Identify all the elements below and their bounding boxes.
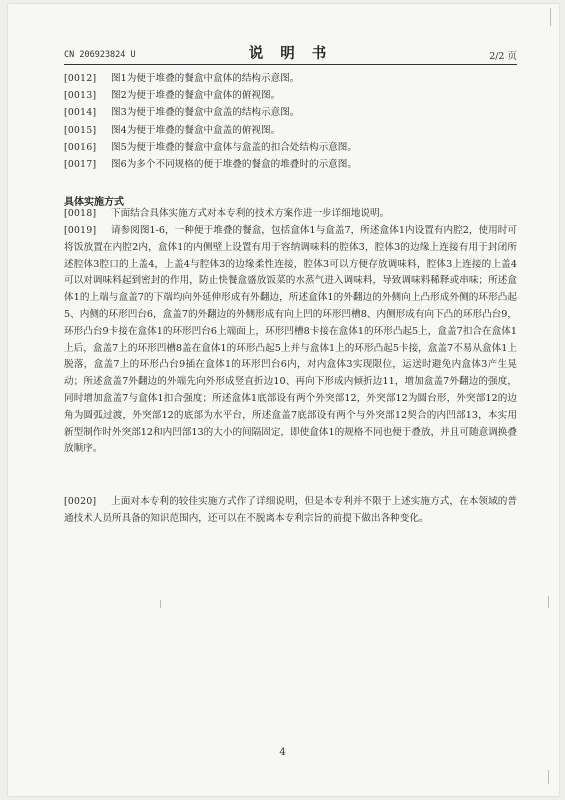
figure-description-item [64, 70, 517, 87]
page-header [64, 42, 517, 62]
publication-number: CN 206923824 U [64, 50, 136, 60]
paragraph-number: [0017] [64, 158, 97, 170]
header-rule [64, 64, 517, 65]
figure-description-text: 图3为便于堆叠的餐盒中盒盖的结构示意图。 [111, 107, 300, 119]
scan-mark [550, 8, 551, 26]
paragraph-text: 上面对本专利的较佳实施方式作了详细说明，但是本专利并不限于上述实施方式，在本领域的普通技术人员所具备的知识范围内，还可以在不脱离本专利宗旨的前提下做出各种变化。 [64, 496, 517, 524]
paragraph-number: [0013] [64, 90, 97, 102]
body-paragraph [64, 206, 517, 223]
paragraph-number: [0016] [64, 141, 97, 153]
scan-mark [160, 600, 161, 608]
figure-descriptions [64, 70, 517, 173]
figure-description-text: 图5为便于堆叠的餐盒中盒体与盒盖的扣合处结构示意图。 [111, 141, 357, 153]
figure-description-item [64, 139, 517, 156]
paragraph-number: [0014] [64, 107, 97, 119]
paragraph-number: [0019] [64, 225, 97, 236]
figure-description-text: 图1为便于堆叠的餐盒中盒体的结构示意图。 [111, 73, 300, 84]
paragraph-number: [0012] [64, 73, 97, 84]
paragraph-number: [0015] [64, 124, 97, 136]
figure-description-text: 图6为多个不同规格的便于堆叠的餐盒的堆叠时的示意图。 [111, 158, 357, 170]
figure-description-text: 图4为便于堆叠的餐盒中盒盖的俯视图。 [111, 124, 281, 136]
page-counter: 2/2 页 [489, 51, 517, 62]
section-heading: 具体实施方式 [64, 197, 124, 208]
document-title: 说 明 书 [248, 45, 333, 62]
scan-mark [548, 596, 549, 608]
body-paragraph [64, 494, 517, 528]
figure-description-item [64, 87, 517, 104]
page-number: 4 [279, 747, 286, 758]
paragraph-text: 下面结合具体实施方式对本专利的技术方案作进一步详细地说明。 [111, 208, 390, 219]
figure-description-item [64, 104, 517, 121]
figure-description-text: 图2为便于堆叠的餐盒中盒体的俯视图。 [111, 90, 281, 102]
scan-mark [548, 770, 549, 784]
paragraph-text: 请参阅图1-6，一种便于堆叠的餐盒，包括盒体1与盒盖7，所述盒体1内设置有内腔2，使用时可将饭放置在内腔2内，盒体1的内侧壁上设置有用于容纳调味料的腔体3，腔体3的边缘上连接有用于封闭所述腔体3腔口的上盖4，上盖4与腔体3的边缘柔性连接，腔体3可以方便存放调味料，腔体3上连接的上盖4可以对调味料起到密封的作用，防止快餐盒盛放饭菜的水蒸气进入调味料，导致调味料稀释或串味；所述盒体1的上端与盒盖7的下端均向外延伸形成有外翻边，所述盒体1的外翻边的外侧向上凸形成外侧的环形凸起5、内侧的环形凹台6，盒盖7的外翻边的外侧形成有向上凹的环形凹槽8、内侧形成有向下凸的环形凸台9，环形凸台9卡接在盒体1的环形凹台6上端面上，环形凹槽8卡接在盒体1的环形凸起5上，盒盖7扣合在盒体1上后，盒盖7上的环形凹槽8盖在盒体1的环形凸起5上并与盒体1上的环形凸起5卡接，盒盖7不易从盒体1上脱落，盒盖7上的环形凸台9插在盒体1的环形凹台6内，对内盒体3实现限位，运送时避免内盒体3产生晃动；所述盒盖7外翻边的外端先向外形成竖直折边10、再向下形成内倾折边11，增加盒盖7外翻边的强度，同时增加盒盖7与盒体1扣合强度；所述盒体1底部设有两个外突部12，外突部12为圆台形，外突部12的边角为圆弧过渡，外突部12的底部为水平台，所述盒盖7底部设有两个与外突部12契合的内凹部13，本实用新型制作时外突部12和内凹部13的大小的间隔固定，即使盒体1的规格不同也便于叠放，并且可随意调换叠放顺序。 [64, 225, 517, 455]
figure-description-item [64, 122, 517, 139]
paragraph-number: [0018] [64, 208, 97, 219]
figure-description-item [64, 156, 517, 173]
paragraph-number: [0020] [64, 496, 97, 507]
body-paragraph [64, 223, 517, 458]
